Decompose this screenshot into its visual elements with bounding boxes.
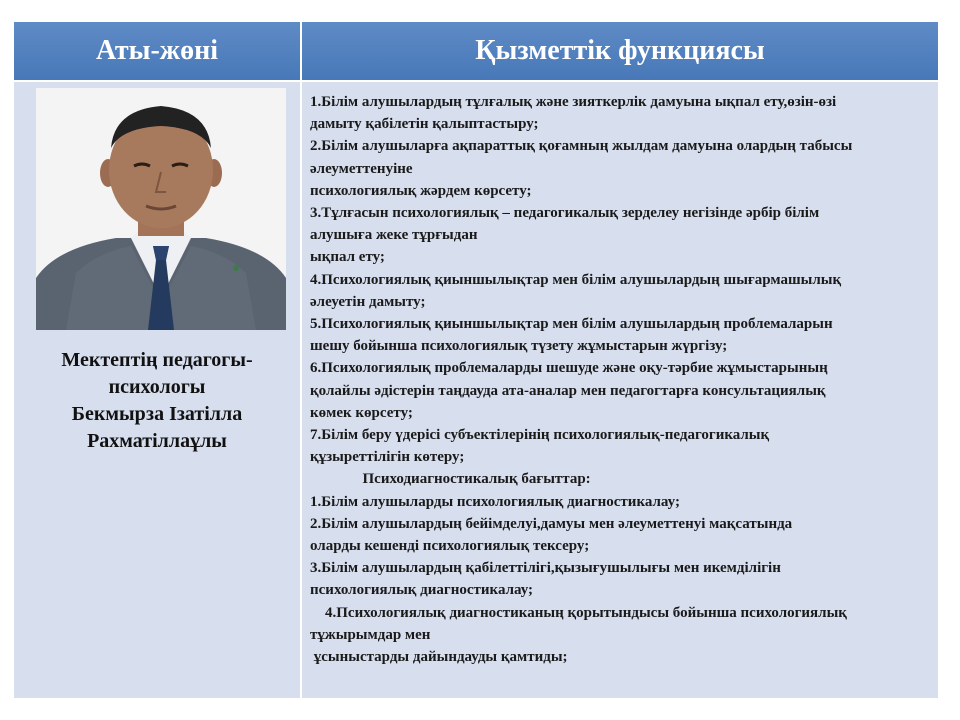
table-body-row bbox=[14, 82, 938, 698]
duty-line: 6.Психологиялық проблемаларды шешуде және оқу-тәрбие жұмыстарының bbox=[310, 360, 828, 377]
duty-line: 2.Білім алушылардың бейімделуі,дамуы мен әлеуметтенуі мақсатында bbox=[310, 515, 793, 532]
duty-line: тұжырымдар мен bbox=[310, 626, 431, 643]
portrait-photo bbox=[36, 88, 286, 330]
duty-line: ықпал ету; bbox=[310, 249, 385, 266]
person-name-line: психологы bbox=[108, 376, 206, 398]
person-portrait-icon bbox=[36, 88, 286, 330]
duty-line: әлеуметтенуіне bbox=[310, 160, 413, 177]
duty-line: 2.Білім алушыларға ақпараттық қоғамның жылдам дамуына олардың табысы bbox=[310, 138, 853, 155]
duty-line: 5.Психологиялық қиыншылықтар мен білім алушылардың проблемаларын bbox=[310, 316, 833, 333]
duty-line: алушыға жеке тұрғыдан bbox=[310, 227, 478, 244]
duty-line: көмек көрсету; bbox=[310, 404, 413, 421]
duty-line: 4.Психологиялық диагностиканың қорытындысы бойынша психологиялық bbox=[310, 604, 847, 621]
person-name-title bbox=[20, 347, 294, 455]
duty-line: 3.Тұлғасын психологиялық – педагогикалық зерделеу негізінде әрбір білім bbox=[310, 205, 820, 222]
duties-list bbox=[310, 91, 934, 668]
duty-line: әлеуетін дамыту; bbox=[310, 293, 426, 310]
duty-line: 7.Білім беру үдерісі субъектілерінің психологиялық-педагогикалық bbox=[310, 427, 770, 444]
section-heading: Психодиагностикалық бағыттар: bbox=[310, 471, 591, 488]
person-name-line: Мектептің педагогы- bbox=[61, 349, 253, 371]
duty-line: құзыреттілігін көтеру; bbox=[310, 449, 465, 466]
header-name-column: Аты-жөні bbox=[96, 35, 218, 66]
duty-line: психологиялық жәрдем көрсету; bbox=[310, 182, 532, 199]
duty-line: оларды кешенді психологиялық тексеру; bbox=[310, 538, 590, 555]
header-function-column: Қызметтік функциясы bbox=[475, 35, 765, 66]
person-name-line: Рахматіллаұлы bbox=[87, 430, 227, 452]
table-header bbox=[14, 22, 938, 82]
body-divider bbox=[300, 82, 302, 698]
duty-line: дамыту қабілетін қалыптастыру; bbox=[310, 116, 539, 133]
duty-line: 1.Білім алушыларды психологиялық диагностикалау; bbox=[310, 493, 680, 510]
duty-line: 4.Психологиялық қиыншылықтар мен білім алушылардың шығармашылық bbox=[310, 271, 842, 288]
person-name-line: Бекмырза Ізатілла bbox=[71, 403, 243, 425]
duty-line: ұсыныстарды дайындауды қамтиды; bbox=[310, 649, 568, 666]
duty-line: қолайлы әдістерін таңдауда ата-аналар мен педагогтарға консультациялық bbox=[310, 382, 826, 399]
duty-line: психологиялық диагностикалау; bbox=[310, 582, 534, 599]
duty-line: шешу бойынша психологиялық түзету жұмыстарын жүргізу; bbox=[310, 338, 728, 355]
role-table bbox=[14, 22, 938, 698]
duty-line: 3.Білім алушылардың қабілеттілігі,қызығушылығы мен икемділігін bbox=[310, 560, 781, 577]
duty-line: 1.Білім алушылардың тұлғалық және зияткерлік дамуына ықпал ету,өзін-өзі bbox=[310, 94, 837, 110]
